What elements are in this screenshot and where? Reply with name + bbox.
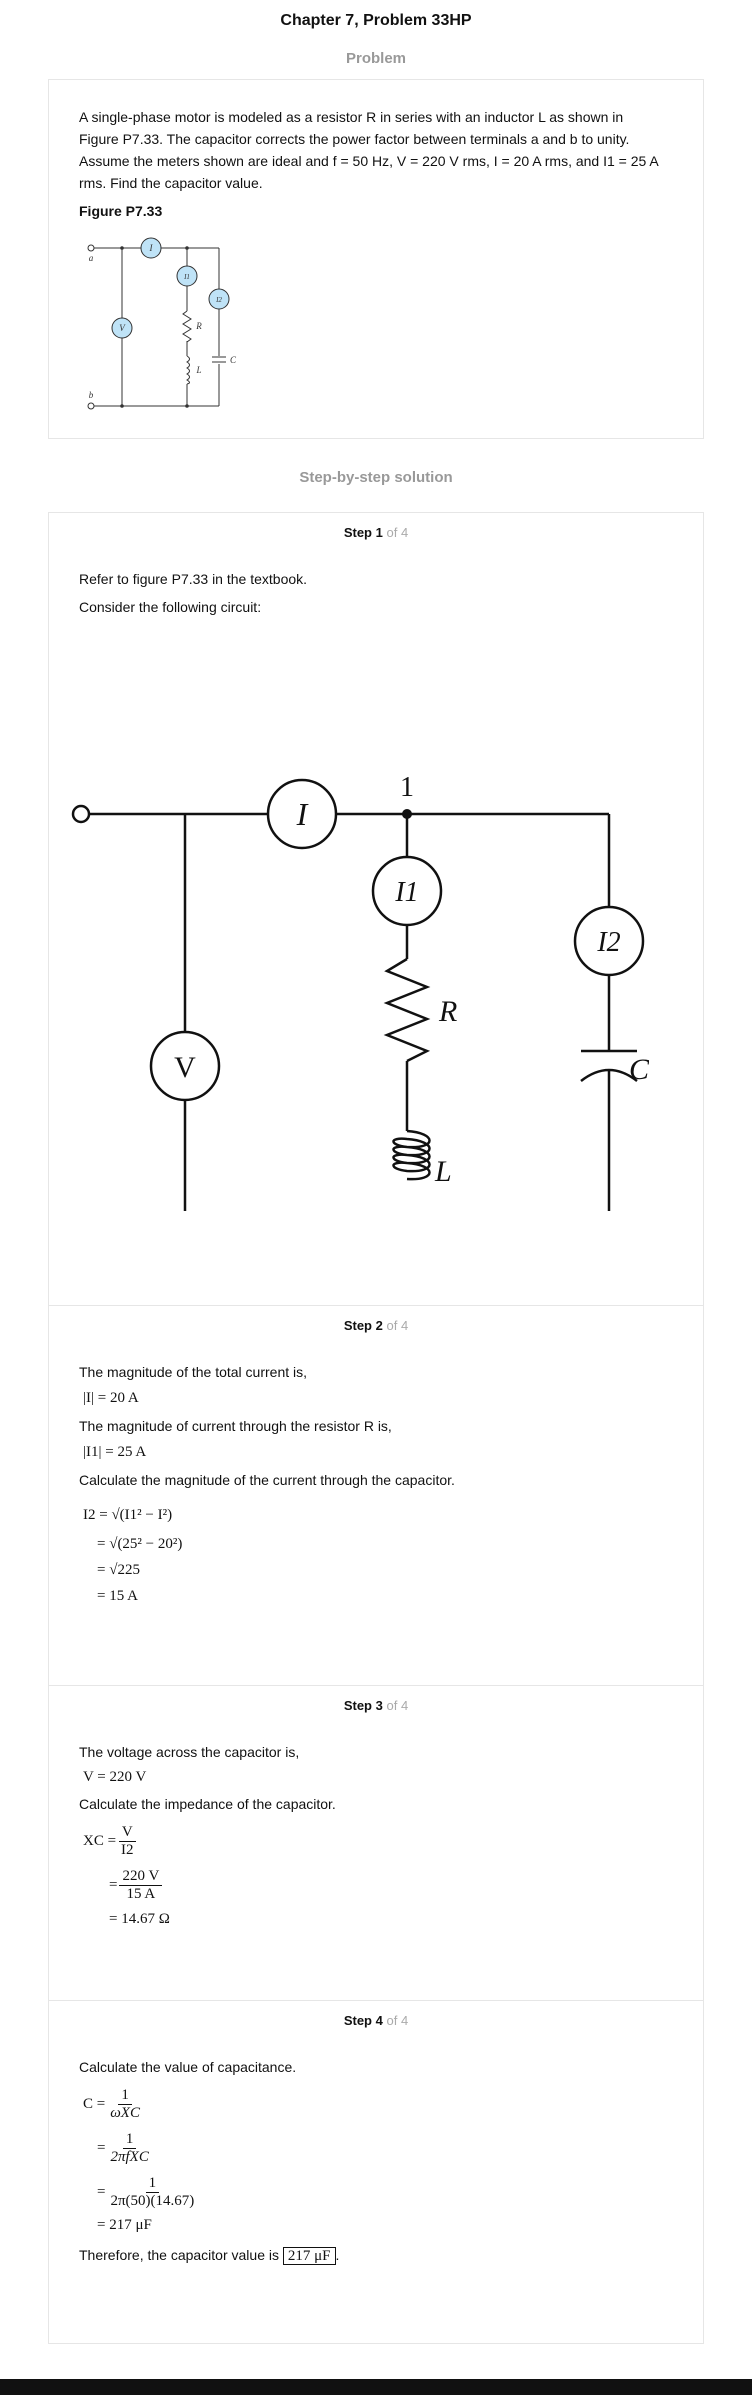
meter-v-label: V [174, 1051, 196, 1084]
inductor-label: L [435, 1155, 452, 1188]
eq-total-current: |I| = 20 A [83, 1389, 139, 1406]
inductor-l [394, 1131, 430, 1179]
solution-heading: Step-by-step solution [299, 469, 453, 486]
problem-text-2: Figure P7.33. The capacitor corrects the power factor between terminals a and b to unity. [79, 131, 630, 147]
resistor-label: R [439, 995, 458, 1028]
eq-v-cap: V = 220 V [83, 1768, 147, 1785]
step-2 [49, 1305, 703, 1685]
meter-i2-label: I2 [597, 927, 621, 958]
step-3-heading: Step 3 of 4 [343, 1698, 409, 1713]
figure-label: Figure P7.33 [79, 203, 163, 219]
step-1 [49, 513, 703, 1305]
final-answer-box: 217 μF [283, 2247, 336, 2265]
eq-i2-4: = 15 A [97, 1588, 138, 1604]
small-label-b: b [88, 390, 94, 400]
small-label-v: V [119, 323, 125, 333]
page-title: Chapter 7, Problem 33HP [280, 12, 472, 29]
step-2-line-3: Calculate the magnitude of the current through the capacitor. [79, 1472, 455, 1488]
capacitor-label: C [628, 1053, 649, 1086]
step-4-line-1: Calculate the value of capacitance. [79, 2059, 297, 2075]
step-3 [49, 1685, 703, 2000]
step-1-heading: Step 1 of 4 [343, 525, 409, 540]
figure-1-circuit [49, 631, 649, 1211]
small-label-a: a [88, 253, 94, 263]
problem-text-4: rms. Find the capacitor value. [79, 175, 263, 191]
eq-xc-result: = 14.67 Ω [109, 1911, 170, 1927]
step-2-line-2: The magnitude of current through the resistor R is, [79, 1418, 392, 1434]
solution-box [48, 512, 704, 2344]
node-1-label: 1 [400, 772, 414, 803]
small-label-i2: I2 [216, 296, 222, 304]
eq-i2-3: = √225 [97, 1562, 140, 1578]
eq-c-2: = $\frac{1}{\text{2πfXC}}$ [97, 2130, 149, 2165]
small-circuit-figure [79, 226, 249, 411]
step-2-line-1: The magnitude of the total current is, [79, 1364, 308, 1380]
step-4 [49, 2000, 703, 2343]
step-3-line-2: Calculate the impedance of the capacitor. [79, 1796, 336, 1812]
step-3-line-1: The voltage across the capacitor is, [79, 1744, 300, 1760]
problem-text-3: Assume the meters shown are ideal and f = 50 Hz, V = 220 V rms, I = 20 A rms, and I1 = 25 A [79, 153, 659, 169]
small-label-c: C [229, 355, 237, 365]
step-4-heading: Step 4 of 4 [343, 2013, 409, 2028]
meter-i1-label: I1 [395, 877, 419, 908]
eq-i2-2: = √(25² − 20²) [97, 1536, 183, 1552]
problem-text-1: A single-phase motor is modeled as a resistor R in series with an inductor L as shown in [79, 109, 624, 125]
step-1-line-2: Consider the following circuit: [79, 599, 262, 615]
step-2-heading: Step 2 of 4 [343, 1318, 409, 1333]
problem-box [48, 79, 704, 439]
eq-xc-2: = $\frac{220 V}{15 A}$ [79, 1863, 673, 1907]
final-answer-line: Therefore, the capacitor value is 217 μF . [79, 2247, 340, 2264]
step-1-line-1: Refer to figure P7.33 in the textbook. [79, 571, 308, 587]
meter-i-label: I [296, 796, 308, 832]
resistor-r [387, 959, 427, 1061]
eq-i2-1: I2 = √(I1² − I²) [83, 1507, 173, 1523]
small-label-r: R [196, 321, 202, 331]
small-label-i1: I1 [184, 273, 190, 281]
eq-c-1: C = $\frac{1}{\text{ωXC}}$ [83, 2086, 140, 2121]
eq-c-3: = $\frac{1}{2\pi(50)(14.67)}$ [97, 2174, 195, 2209]
eq-c-result: = 217 μF [97, 2217, 152, 2233]
eq-resistor-current: |I1| = 25 A [83, 1443, 147, 1460]
bottom-bar [0, 2379, 752, 2395]
eq-xc-1: XC = $\frac{V}{I2}$ [79, 1819, 673, 1863]
problem-heading: Problem [345, 50, 406, 67]
small-label-l: L [196, 365, 202, 375]
small-label-i: I [149, 243, 153, 253]
